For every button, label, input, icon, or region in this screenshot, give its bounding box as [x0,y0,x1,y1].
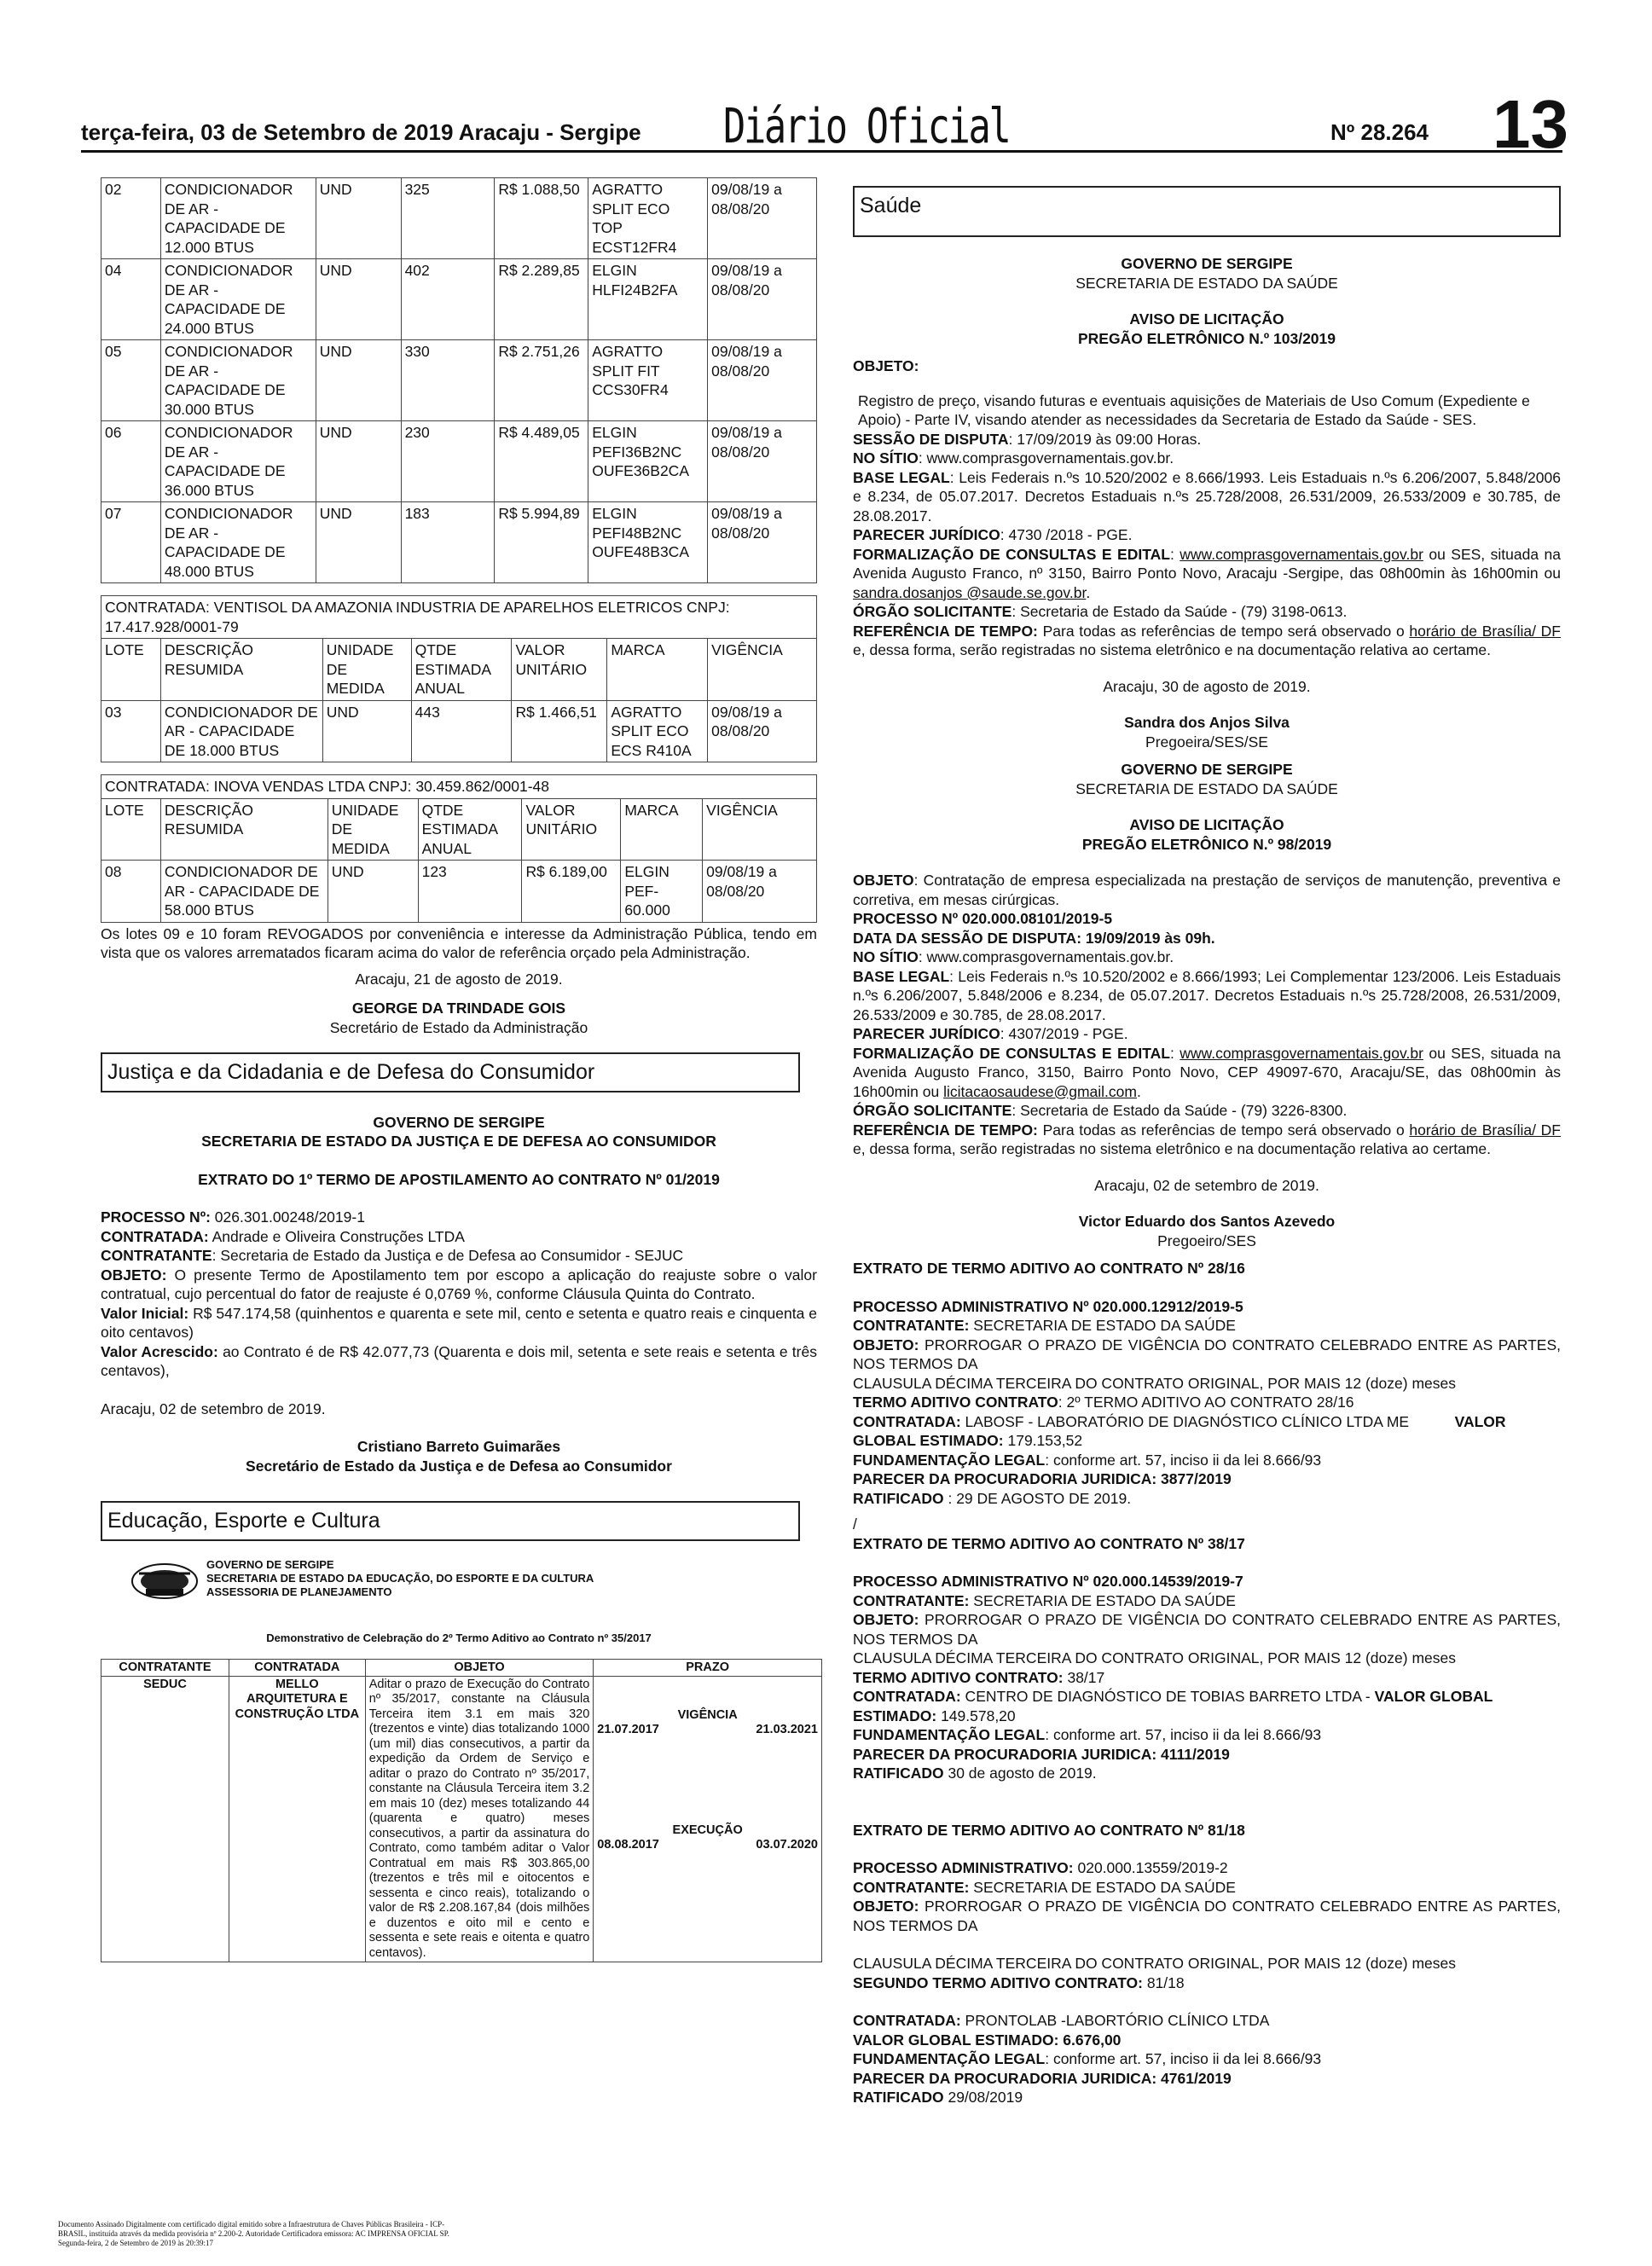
value: : Secretaria de Estado da Saúde - (79) 3198-0613. [1011,603,1348,620]
email-link[interactable]: licitacaosaudese@gmail.com [943,1082,1137,1100]
cell-qty: 123 [418,861,522,923]
cell-unit: UND [316,259,401,340]
fundamentacao-line [853,1451,1561,1470]
execucao-label: EXECUÇÃO [672,1823,743,1837]
objeto-line [853,871,1561,909]
label: RATIFICADO [853,1489,944,1507]
aviso-licitacao-103 [853,254,1561,751]
label: FUNDAMENTAÇÃO LEGAL [853,1451,1046,1469]
separator-mark: / [853,1515,857,1533]
col-header: UNIDADE DE MEDIDA [322,639,411,701]
cell-validity: 09/08/19 a 08/08/20 [708,502,817,583]
label: RATIFICADO [853,1765,944,1782]
label: PARECER JURÍDICO [853,526,1000,543]
value: PRONTOLAB -LABORTÓRIO CLÍNICO LTDA [960,2012,1270,2029]
pregao-title: PREGÃO ELETRÔNICO N.º 98/2019 [1081,835,1332,853]
date-from: 08.08.2017 [597,1838,659,1852]
col-header: CONTRATADA [229,1659,365,1676]
processo-line: PROCESSO Nº 020.000.08101/2019-5 [853,910,1113,927]
extract-title: EXTRATO DE TERMO ADITIVO AO CONTRATO Nº 81/18 [853,1821,1245,1839]
label: PROCESSO ADMINISTRATIVO: [853,1859,1074,1876]
gov-heading: GOVERNO DE SERGIPE [1121,255,1293,272]
place-date: Aracaju, 02 de setembro de 2019. [101,1400,326,1417]
table-row [101,700,817,762]
label: OBJETO: [101,1266,167,1284]
vigencia-label: VIGÊNCIA [677,1707,738,1722]
label: CONTRATANTE: [853,1878,970,1896]
label: CONTRATANTE [101,1247,212,1264]
cell-prazo [594,1676,822,1962]
value: SECRETARIA DE ESTADO DA SAÚDE [969,1317,1236,1334]
value: 149.578,20 [936,1707,1016,1724]
lots-table-3 [101,774,817,923]
col-header: UNIDADE DE MEDIDA [328,798,418,861]
sitio-line [853,449,1561,468]
clausula-line: CLAUSULA DÉCIMA TERCEIRA DO CONTRATO ORIGINAL, POR MAIS 12 (doze) meses [853,1374,1456,1392]
label: REFERÊNCIA DE TEMPO: [853,1121,1038,1139]
date-to: 21.03.2021 [756,1723,818,1736]
cell-brand: AGRATTO SPLIT FIT CCS30FR4 [588,340,708,421]
parecer-line: PARECER DA PROCURADORIA JURIDICA: 4761/2019 [853,2069,1232,2087]
cell-lote: 07 [101,502,161,583]
cell-desc: CONDICIONADOR DE AR - CAPACIDADE DE 30.000 BTUS [160,340,316,421]
extract-title: EXTRATO DE TERMO ADITIVO AO CONTRATO Nº 38/17 [853,1534,1245,1552]
formalizacao-line: FORMALIZAÇÃO DE CONSULTAS E EDITAL: www.comprasgovernamentais.gov.br ou SES, situada na Avenida Augusto Franco, 3150, Bairro Ponto Novo, CEP 49097-670, Aracaju/SE, das 08h00min às 16h00min ou licitacaosaudese@gmail.com. [853,1044,1561,1100]
digital-signature-note: Documento Assinado Digitalmente com certificado digital emitido sobre a Infraestrutura de Chaves Públicas Brasileira - ICP-BRASIL, instituída através da medida provisória nº 2.200-2. Autoridade Certificadora emissora: AC IMPRENSA OFICIAL SP. Segunda-feira, 2 de Setembro de 2019 às 20:39:17 [58,2220,449,2247]
lots-table-2 [101,595,817,762]
orgao-line [853,602,1561,622]
cell-qty: 325 [401,178,495,259]
cell-value: R$ 5.994,89 [495,502,588,583]
header-date-place: terça-feira, 03 de Setembro de 2019 Aracaju - Sergipe [81,119,641,145]
contratante-line [853,1878,1561,1898]
base-legal-line [853,468,1561,526]
cell-brand: ELGIN PEFI36B2NC OUFE36B2CA [588,421,708,502]
objeto-line [101,1266,817,1304]
cell-contratada: MELLO ARQUITETURA E CONSTRUÇÃO LTDA [229,1676,365,1962]
cell-desc: CONDICIONADOR DE AR - CAPACIDADE DE 12.000 BTUS [160,178,316,259]
value: 38/17 [1063,1668,1105,1686]
value: 30 de agosto de 2019. [943,1765,1097,1782]
right-column [853,186,1561,2107]
section-header-saude: Saúde [853,186,1561,237]
parecer-line [853,525,1561,545]
value: : 29 DE AGOSTO DE 2019. [943,1489,1132,1507]
cell-unit: UND [316,421,401,502]
value: : conforme art. 57, inciso ii da lei 8.666/93 [1045,1726,1322,1743]
label: OBJETO: [853,1336,919,1353]
cell-brand: ELGIN HLFI24B2FA [588,259,708,340]
value: e, dessa forma, serão registradas no sistema eletrônico e na documentação relativa ao certame. [853,641,1492,658]
cell-value: R$ 6.189,00 [522,861,621,923]
cell-objeto: Aditar o prazo de Execução do Contrato nº 35/2017, constante na Cláusula Terceira item 3.1 em mais 320 (trezentos e vinte) dias totalizando 1000 (um mil) dias consecutivos, a partir da expedição da Ordem de Serviço e aditar o prazo do Contrato nº 35/2017, constante na Cláusula Terceira item 3.2 em mais 10 (dez) meses totalizando 44 (quarenta e quatro) meses consecutivos, a partir da assinatura do Contrato, como também aditar o Valor Contratual em mais R$ 303.865,00 (trezentos e três mil e oitocentos e sessenta e cinco reais), totalizando o valor de R$ 2.208.167,84 (dois milhões e duzentos e oito mil e cento e sessenta e sete reais e oitenta e quatro centavos). [365,1676,594,1962]
label: VALOR GLOBAL ESTIMADO: [853,1412,1506,1449]
website-link[interactable]: www.comprasgovernamentais.gov.br [1180,1044,1423,1062]
value: PRORROGAR O PRAZO DE VIGÊNCIA DO CONTRATO CELEBRADO ENTRE AS PARTES, NOS TERMOS DA [853,1898,1561,1934]
table-row [101,502,817,583]
cell-validity: 09/08/19 a 08/08/20 [708,259,817,340]
cell-value: R$ 2.289,85 [495,259,588,340]
table-row [101,421,817,502]
processo-line: PROCESSO ADMINISTRATIVO Nº 020.000.14539/2019-7 [853,1573,1243,1590]
secretaria-heading: SECRETARIA DE ESTADO DA SAÚDE [1075,779,1338,797]
orgao-line [853,1101,1561,1121]
cell-contratante: SEDUC [101,1676,229,1962]
objeto-line [853,1610,1561,1649]
cell-unit: UND [316,178,401,259]
col-header: QTDE ESTIMADA ANUAL [411,639,512,701]
value: : 17/09/2019 às 09:00 Horas. [1008,430,1202,448]
label: NO SÍTIO [853,948,919,965]
value: ou SES, situada na Avenida Augusto Franco, nº 3150, Bairro Ponto Novo, Aracaju -Sergipe, das 08h00min às 16h00min ou [853,545,1561,582]
cell-desc: CONDICIONADOR DE AR - CAPACIDADE DE 48.000 BTUS [160,502,316,583]
label: CONTRATADA: [853,2012,961,2029]
edu-heading-lines [206,1558,594,1599]
label: PARECER JURÍDICO [853,1025,1000,1042]
col-header: PRAZO [594,1659,822,1676]
cell-validity: 09/08/19 a 08/08/20 [708,178,817,259]
valor-acrescido-line [101,1342,817,1381]
clausula-line: CLAUSULA DÉCIMA TERCEIRA DO CONTRATO ORIGINAL, POR MAIS 12 (doze) meses [853,1955,1456,1972]
edu-table [101,1659,822,1963]
table-row [101,178,817,259]
edu-line-2: SECRETARIA DE ESTADO DA EDUCAÇÃO, DO ESPORTE E DA CULTURA [206,1571,594,1585]
value: ou SES, situada na Avenida Augusto Franco, 3150, Bairro Ponto Novo, CEP 49097-670, Aracaju/SE, das 08h00min às 16h00min ou [853,1044,1561,1100]
date-from: 21.07.2017 [597,1723,659,1736]
table2-contratada: CONTRATADA: VENTISOL DA AMAZONIA INDUSTRIA DE APARELHOS ELETRICOS CNPJ: 17.417.928/0001-79 [101,596,817,639]
value: : conforme art. 57, inciso ii da lei 8.666/93 [1045,2050,1322,2067]
section-header-justica: Justiça e da Cidadania e de Defesa do Consumidor [101,1052,800,1092]
signer-role: Pregoeiro/SES [1157,1232,1256,1249]
value: : Contratação de empresa especializada na prestação de serviços de manutenção, preventiva e corretiva, em mesas cirúrgicas. [853,872,1561,908]
label: VALOR GLOBAL ESTIMADO: [853,1688,1493,1724]
table3-contratada: CONTRATADA: INOVA VENDAS LTDA CNPJ: 30.459.862/0001-48 [101,775,817,799]
value: SECRETARIA DE ESTADO DA SAÚDE [969,1591,1236,1609]
website-link[interactable]: www.comprasgovernamentais.gov.br [1180,545,1423,563]
value: 026.301.00248/2019-1 [214,1208,365,1226]
formalizacao-line: FORMALIZAÇÃO DE CONSULTAS E EDITAL: www.comprasgovernamentais.gov.br ou SES, situada na Avenida Augusto Franco, nº 3150, Bairro Ponto Novo, Aracaju -Sergipe, das 08h00min às 16h00min ou sandra.dosanjos @saude.se.gov.br. [853,545,1561,601]
gov-heading: GOVERNO DE SERGIPE [1121,761,1293,778]
value: 020.000.13559/2019-2 [1073,1859,1228,1876]
cell-brand: AGRATTO SPLIT ECO ECS R410A [607,700,708,762]
segundo-termo-line [853,1973,1561,1993]
cell-lote: 03 [101,700,161,762]
cell-lote: 04 [101,259,161,340]
objeto-label: OBJETO: [853,357,919,374]
referencia-line [853,622,1561,660]
cell-lote: 02 [101,178,161,259]
value: : 2º TERMO ADITIVO AO CONTRATO 28/16 [1058,1394,1354,1411]
ratificado-line [853,1489,1561,1509]
value: LABOSF - LABORATÓRIO DE DIAGNÓSTICO CLÍNICO LTDA ME [960,1412,1410,1430]
processo-line [853,1858,1561,1878]
cell-lote: 08 [101,861,161,923]
signer-name: Cristiano Barreto Guimarães [356,1438,561,1455]
label: NO SÍTIO [853,449,919,467]
justica-extract [101,1113,817,1476]
table3-header-row [101,798,817,861]
cell-lote: 05 [101,340,161,421]
cell-validity: 09/08/19 a 08/08/20 [708,421,817,502]
value: : Secretaria de Estado da Justiça e de Defesa ao Consumidor - SEJUC [212,1247,684,1264]
col-header: MARCA [607,639,708,701]
table-row [101,861,817,923]
cell-unit: UND [322,700,411,762]
label: CONTRATADA: [101,1227,209,1245]
cell-lote: 06 [101,421,161,502]
label: SEGUNDO TERMO ADITIVO CONTRATO: [853,1973,1143,1991]
value: : 4307/2019 - PGE. [1000,1025,1128,1042]
extrato-28-16 [853,1259,1561,1534]
cell-value: R$ 4.489,05 [495,421,588,502]
col-header: OBJETO [365,1659,594,1676]
clausula-line: CLAUSULA DÉCIMA TERCEIRA DO CONTRATO ORIGINAL, POR MAIS 12 (doze) meses [853,1649,1456,1666]
value: R$ 547.174,58 (quinhentos e quarenta e sete mil, cento e setenta e quatro reais e cinquenta e oito centavos) [101,1304,817,1341]
revogados-note: Os lotes 09 e 10 foram REVOGADOS por conveniência e interesse da Administração Pública, tendo em vista que os valores arrematados ficaram acima do valor de referência orçado pela Administração. [101,924,817,961]
cell-brand: AGRATTO SPLIT ECO TOP ECST12FR4 [588,178,708,259]
label: ÓRGÃO SOLICITANTE [853,603,1012,620]
signer-name: GEORGE DA TRINDADE GOIS [351,1000,566,1017]
label: BASE LEGAL [853,967,950,985]
label: SESSÃO DE DISPUTA [853,430,1009,448]
value: Para todas as referências de tempo será observado o [1037,622,1410,640]
signer-role: Secretário de Estado da Administração [329,1018,588,1036]
state-seal-icon [130,1562,199,1601]
processo-line: PROCESSO ADMINISTRATIVO Nº 020.000.12912/2019-5 [853,1297,1243,1315]
valor-inicial-line [101,1304,817,1342]
sessao-line [853,430,1561,449]
col-header: LOTE [101,639,161,701]
signer-name: Sandra dos Anjos Silva [1124,714,1290,731]
objeto-line [853,1336,1561,1374]
cell-desc: CONDICIONADOR DE AR - CAPACIDADE DE 24.000 BTUS [160,259,316,340]
label: RATIFICADO [853,2089,944,2106]
secretaria-heading: SECRETARIA DE ESTADO DA JUSTIÇA E DE DEFESA AO CONSUMIDOR [201,1133,716,1150]
table2-header-row [101,639,817,701]
col-header: MARCA [621,798,703,861]
lots-table-1 [101,177,817,583]
value: PRORROGAR O PRAZO DE VIGÊNCIA DO CONTRATO CELEBRADO ENTRE AS PARTES, NOS TERMOS DA [853,1336,1561,1372]
date-to: 03.07.2020 [756,1838,818,1852]
cell-qty: 230 [401,421,495,502]
cell-validity: 09/08/19 a 08/08/20 [703,861,817,923]
cell-desc: CONDICIONADOR DE AR - CAPACIDADE DE 36.000 BTUS [160,421,316,502]
cell-validity: 09/08/19 a 08/08/20 [708,700,817,762]
cell-value: R$ 1.466,51 [512,700,607,762]
brasilia-time-link[interactable]: horário de Brasília/ DF [1409,1121,1561,1139]
label: OBJETO [853,872,914,889]
contratante-line [853,1316,1561,1336]
signer-name: Victor Eduardo dos Santos Azevedo [1078,1213,1336,1230]
place-date: Aracaju, 21 de agosto de 2019. [355,970,563,988]
fundamentacao-line [853,2049,1561,2069]
masthead-title: Diário Oficial [723,99,1010,154]
col-header: QTDE ESTIMADA ANUAL [418,798,522,861]
cell-brand: ELGIN PEF-60.000 [621,861,703,923]
value: : conforme art. 57, inciso ii da lei 8.666/93 [1045,1451,1322,1469]
referencia-line [853,1121,1561,1159]
brasilia-time-link[interactable]: horário de Brasília/ DF [1409,622,1561,640]
label: TERMO ADITIVO CONTRATO: [853,1668,1064,1686]
edu-line-1: GOVERNO DE SERGIPE [206,1557,334,1571]
label: TERMO ADITIVO CONTRATO [853,1394,1058,1411]
col-header: DESCRIÇÃO RESUMIDA [160,798,328,861]
processo-line [101,1208,817,1227]
cell-qty: 330 [401,340,495,421]
valor-line: VALOR GLOBAL ESTIMADO: 6.676,00 [853,2031,1122,2049]
table-row [101,340,817,421]
value: e, dessa forma, serão registradas no sistema eletrônico e na documentação relativa ao certame. [853,1140,1492,1157]
contratada-line [101,1227,817,1247]
col-header: VALOR UNITÁRIO [522,798,621,861]
place-date: Aracaju, 30 de agosto de 2019. [1103,677,1311,695]
cell-unit: UND [316,340,401,421]
edu-table-title: Demonstrativo de Celebração do 2º Termo Aditivo ao Contrato nº 35/2017 [266,1631,652,1644]
cell-qty: 443 [411,700,512,762]
label: BASE LEGAL [853,468,950,486]
edu-header-row [101,1659,822,1676]
header-rule [81,150,1562,153]
edu-header [101,1556,817,1608]
aviso-title: AVISO DE LICITAÇÃO [1129,310,1284,327]
col-header: VIGÊNCIA [708,639,817,701]
value: : www.comprasgovernamentais.gov.br. [918,948,1174,965]
label: FUNDAMENTAÇÃO LEGAL [853,1726,1046,1743]
signer-role: Secretário de Estado da Justiça e de Defesa ao Consumidor [246,1457,672,1475]
label: FORMALIZAÇÃO DE CONSULTAS E EDITAL [853,545,1170,563]
pregao-title: PREGÃO ELETRÔNICO N.º 103/2019 [1077,329,1336,347]
value: ao Contrato é de R$ 42.077,73 (Quarenta e dois mil, setenta e sete reais e setenta e três centavos), [101,1342,817,1379]
parecer-line: PARECER DA PROCURADORIA JURIDICA: 4111/2019 [853,1745,1230,1763]
label: Valor Acrescido: [101,1342,218,1360]
cell-validity: 09/08/19 a 08/08/20 [708,340,817,421]
cell-desc: CONDICIONADOR DE AR - CAPACIDADE DE 58.000 BTUS [160,861,328,923]
label: CONTRATANTE: [853,1317,970,1334]
parecer-line [853,1024,1561,1044]
aviso-licitacao-98 [853,760,1561,1250]
extract-title: EXTRATO DE TERMO ADITIVO AO CONTRATO Nº 28/16 [853,1260,1245,1277]
signer-role: Pregoeira/SES/SE [1145,733,1268,751]
label: PROCESSO Nº: [101,1208,211,1226]
label: REFERÊNCIA DE TEMPO: [853,622,1038,640]
fundamentacao-line [853,1725,1561,1745]
gov-heading: GOVERNO DE SERGIPE [373,1113,545,1131]
contratada-line [853,1412,1561,1451]
value: 29/08/2019 [943,2089,1023,2106]
edu-line-3: ASSESSORIA DE PLANEJAMENTO [206,1585,392,1598]
label: OBJETO: [853,1611,919,1628]
value: : www.comprasgovernamentais.gov.br. [918,449,1174,467]
termo-line [853,1393,1561,1412]
cell-value: R$ 2.751,26 [495,340,588,421]
secretaria-heading: SECRETARIA DE ESTADO DA SAÚDE [1075,274,1338,292]
value: O presente Termo de Apostilamento tem por escopo a aplicação do reajuste sobre o valor contratual, cujo percentual do fator de reajuste é 0,0769 %, conforme Cláusula Quinta do Contrato. [101,1266,817,1302]
value: Para todas as referências de tempo será observado o [1037,1121,1410,1139]
cell-desc: CONDICIONADOR DE AR - CAPACIDADE DE 18.000 BTUS [160,700,322,762]
cell-unit: UND [316,502,401,583]
objeto-text: Registro de preço, visando futuras e eventuais aquisições de Materiais de Uso Comum (Expediente e Apoio) - Parte IV, visando atender as necessidades da Secretaria de Estado da Saúde - SES. [858,391,1530,428]
label: CONTRATADA: [853,1688,961,1705]
table-row [101,1676,822,1962]
extract-title: EXTRATO DO 1º TERMO DE APOSTILAMENTO AO CONTRATO Nº 01/2019 [198,1170,720,1188]
value: : Leis Federais n.ºs 10.520/2002 e 8.666/1993; Lei Complementar 123/2006. Leis Estaduais n.ºs 6.206/2007, 5.848/2006 e 8.234, de 05.07.2017. Decretos Estaduais n.ºs 25.728/2008, 26.531/2009, 26.533/2009 e 30.785, de 28.08.2017. [853,967,1561,1023]
label: FORMALIZAÇÃO DE CONSULTAS E EDITAL [853,1044,1170,1062]
objeto-line [853,1897,1561,1935]
value: SECRETARIA DE ESTADO DA SAÚDE [969,1878,1236,1896]
cell-value: R$ 1.088,50 [495,178,588,259]
label: FUNDAMENTAÇÃO LEGAL [853,2050,1046,2067]
value: 179.153,52 [1003,1432,1083,1449]
contratada-line [853,2011,1561,2031]
value: : 4730 /2018 - PGE. [1000,526,1133,543]
vigencia-dates [597,1723,818,1738]
value: : Secretaria de Estado da Saúde - (79) 3226-8300. [1011,1102,1348,1119]
ratificado-line [853,2088,1561,2107]
col-header: LOTE [101,798,161,861]
label: CONTRATANTE: [853,1591,970,1609]
col-header: DESCRIÇÃO RESUMIDA [160,639,322,701]
ratificado-line [853,1764,1561,1783]
extrato-81-18 [853,1821,1561,2107]
extrato-38-17 [853,1534,1561,1783]
label: ÓRGÃO SOLICITANTE [853,1102,1012,1119]
contratada-line [853,1687,1561,1725]
col-header: VIGÊNCIA [703,798,817,861]
email-link[interactable]: sandra.dosanjos @saude.se.gov.br [853,583,1087,601]
base-legal-line [853,967,1561,1025]
parecer-line: PARECER DA PROCURADORIA JURIDICA: 3877/2019 [853,1470,1232,1487]
aviso-title: AVISO DE LICITAÇÃO [1129,816,1284,833]
value: 81/18 [1142,1973,1185,1991]
table-row [101,259,817,340]
section-header-educacao: Educação, Esporte e Cultura [101,1501,800,1541]
termo-line [853,1668,1561,1688]
col-header: VALOR UNITÁRIO [512,639,607,701]
label: CONTRATADA: [853,1412,961,1430]
data-sessao-line: DATA DA SESSÃO DE DISPUTA: 19/09/2019 às 09h. [853,929,1215,947]
value: : Leis Federais n.ºs 10.520/2002 e 8.666/1993. Leis Estaduais n.ºs 6.206/2007, 5.848/2006 e 8.234, de 05.07.2017. Decretos Estaduais n.ºs 25.728/2008, 26.531/2009, 26.533/2009 e 30.785, de 28.08.2017. [853,468,1561,524]
value: PRORROGAR O PRAZO DE VIGÊNCIA DO CONTRATO CELEBRADO ENTRE AS PARTES, NOS TERMOS DA [853,1611,1561,1648]
contratante-line [101,1246,817,1266]
sitio-line [853,948,1561,967]
cell-qty: 402 [401,259,495,340]
label: OBJETO: [853,1898,919,1915]
value: Andrade e Oliveira Construções LTDA [212,1227,465,1245]
value: CENTRO DE DIAGNÓSTICO DE TOBIAS BARRETO LTDA - [960,1688,1375,1705]
cell-unit: UND [328,861,418,923]
cell-qty: 183 [401,502,495,583]
page-number: 13 [1493,86,1568,162]
label: Valor Inicial: [101,1304,189,1322]
place-date: Aracaju, 02 de setembro de 2019. [1094,1176,1319,1194]
execucao-dates [597,1838,818,1853]
cell-brand: ELGIN PEFI48B2NC OUFE48B3CA [588,502,708,583]
left-column [101,177,817,1962]
contratante-line [853,1591,1561,1611]
col-header: CONTRATANTE [101,1659,229,1676]
edition-number: Nº 28.264 [1330,119,1429,145]
